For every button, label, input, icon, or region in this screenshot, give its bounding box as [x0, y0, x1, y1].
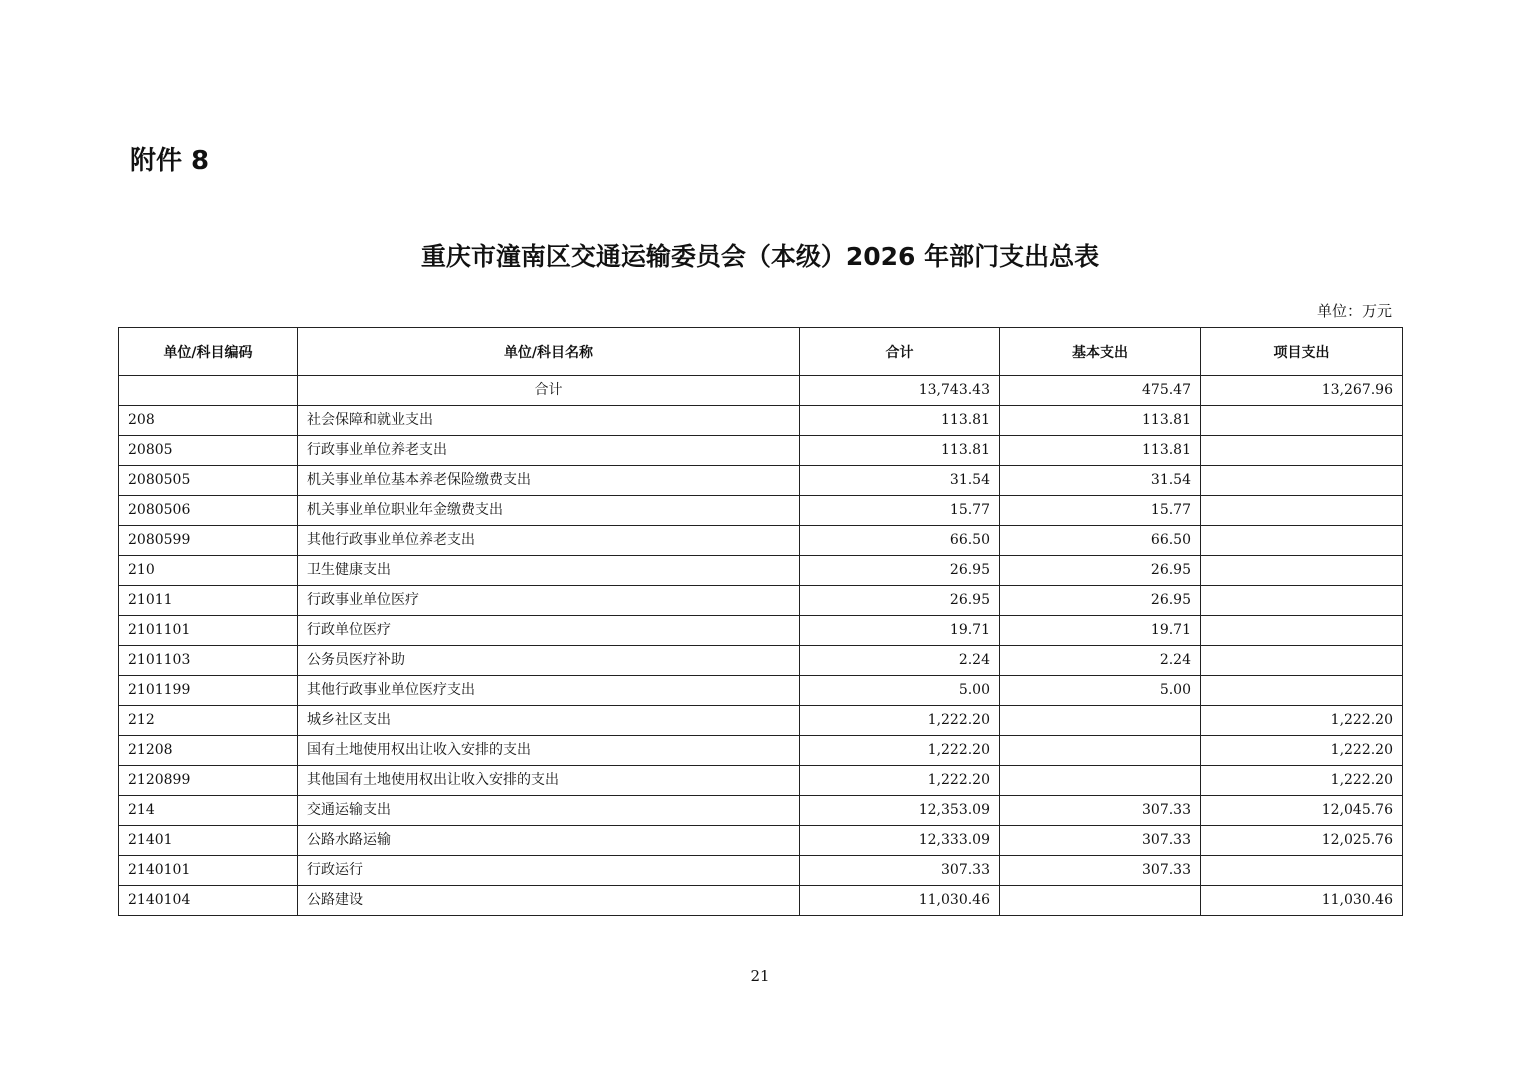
row-code: 2140101	[119, 856, 298, 886]
row-project	[1201, 466, 1403, 496]
row-basic: 19.71	[1000, 616, 1201, 646]
row-name: 公路水路运输	[298, 826, 800, 856]
row-project	[1201, 406, 1403, 436]
row-name: 社会保障和就业支出	[298, 406, 800, 436]
row-name: 行政单位医疗	[298, 616, 800, 646]
table-row	[119, 826, 1403, 856]
table-row	[119, 856, 1403, 886]
table-row	[119, 586, 1403, 616]
row-name: 公务员医疗补助	[298, 646, 800, 676]
attachment-label: 附件 8	[130, 146, 210, 176]
row-total: 31.54	[800, 466, 1000, 496]
table-row	[119, 736, 1403, 766]
row-code: 2120899	[119, 766, 298, 796]
row-total: 26.95	[800, 556, 1000, 586]
row-total: 12,353.09	[800, 796, 1000, 826]
row-total: 113.81	[800, 436, 1000, 466]
row-total: 113.81	[800, 406, 1000, 436]
row-basic: 26.95	[1000, 556, 1201, 586]
row-total: 19.71	[800, 616, 1000, 646]
row-name: 其他行政事业单位养老支出	[298, 526, 800, 556]
row-code: 2080599	[119, 526, 298, 556]
row-project: 12,025.76	[1201, 826, 1403, 856]
row-project	[1201, 526, 1403, 556]
row-code: 212	[119, 706, 298, 736]
table-row	[119, 526, 1403, 556]
row-total: 11,030.46	[800, 886, 1000, 916]
table-row	[119, 886, 1403, 916]
row-basic: 307.33	[1000, 856, 1201, 886]
total-row-basic: 475.47	[1000, 376, 1201, 406]
document-title: 重庆市潼南区交通运输委员会（本级）2026 年部门支出总表	[420, 242, 1100, 271]
row-basic	[1000, 886, 1201, 916]
table-row	[119, 436, 1403, 466]
row-basic: 26.95	[1000, 586, 1201, 616]
row-code: 21401	[119, 826, 298, 856]
row-basic: 31.54	[1000, 466, 1201, 496]
row-code: 2101103	[119, 646, 298, 676]
page-number: 21	[750, 967, 770, 985]
row-code: 21011	[119, 586, 298, 616]
row-name: 行政事业单位医疗	[298, 586, 800, 616]
row-total: 66.50	[800, 526, 1000, 556]
table-row	[119, 766, 1403, 796]
header-basic: 基本支出	[1000, 328, 1201, 376]
row-project	[1201, 436, 1403, 466]
row-name: 卫生健康支出	[298, 556, 800, 586]
row-project: 11,030.46	[1201, 886, 1403, 916]
row-total: 12,333.09	[800, 826, 1000, 856]
row-name: 城乡社区支出	[298, 706, 800, 736]
total-row-project: 13,267.96	[1201, 376, 1403, 406]
row-total: 307.33	[800, 856, 1000, 886]
row-total: 1,222.20	[800, 736, 1000, 766]
table-row	[119, 406, 1403, 436]
table-row	[119, 496, 1403, 526]
row-project	[1201, 856, 1403, 886]
table-row	[119, 616, 1403, 646]
row-name: 行政事业单位养老支出	[298, 436, 800, 466]
row-basic: 307.33	[1000, 796, 1201, 826]
row-name: 交通运输支出	[298, 796, 800, 826]
table-row	[119, 556, 1403, 586]
table-row	[119, 796, 1403, 826]
row-project: 1,222.20	[1201, 766, 1403, 796]
row-total: 15.77	[800, 496, 1000, 526]
row-basic	[1000, 706, 1201, 736]
header-project: 项目支出	[1201, 328, 1403, 376]
row-code: 214	[119, 796, 298, 826]
header-name: 单位/科目名称	[298, 328, 800, 376]
row-name: 行政运行	[298, 856, 800, 886]
row-name: 其他行政事业单位医疗支出	[298, 676, 800, 706]
row-project	[1201, 646, 1403, 676]
row-project	[1201, 496, 1403, 526]
table-row	[119, 676, 1403, 706]
row-basic: 15.77	[1000, 496, 1201, 526]
table-row	[119, 706, 1403, 736]
row-basic: 113.81	[1000, 436, 1201, 466]
row-code: 2101199	[119, 676, 298, 706]
row-project: 1,222.20	[1201, 706, 1403, 736]
row-project	[1201, 676, 1403, 706]
row-basic: 5.00	[1000, 676, 1201, 706]
header-row	[119, 328, 1403, 376]
row-name: 机关事业单位职业年金缴费支出	[298, 496, 800, 526]
row-total: 1,222.20	[800, 766, 1000, 796]
row-project: 1,222.20	[1201, 736, 1403, 766]
row-project	[1201, 616, 1403, 646]
expenditure-table	[118, 327, 1403, 916]
row-basic: 2.24	[1000, 646, 1201, 676]
row-code: 208	[119, 406, 298, 436]
row-project: 12,045.76	[1201, 796, 1403, 826]
row-total: 26.95	[800, 586, 1000, 616]
row-code: 2140104	[119, 886, 298, 916]
table-row	[119, 646, 1403, 676]
row-name: 其他国有土地使用权出让收入安排的支出	[298, 766, 800, 796]
row-basic: 307.33	[1000, 826, 1201, 856]
row-code: 21208	[119, 736, 298, 766]
row-project	[1201, 586, 1403, 616]
header-total: 合计	[800, 328, 1000, 376]
row-code: 2101101	[119, 616, 298, 646]
row-project	[1201, 556, 1403, 586]
row-total: 5.00	[800, 676, 1000, 706]
row-name: 国有土地使用权出让收入安排的支出	[298, 736, 800, 766]
header-code: 单位/科目编码	[119, 328, 298, 376]
total-row	[119, 376, 1403, 406]
row-code: 210	[119, 556, 298, 586]
total-row-total: 13,743.43	[800, 376, 1000, 406]
row-total: 1,222.20	[800, 706, 1000, 736]
total-row-code	[119, 376, 298, 406]
table-header	[119, 328, 1403, 376]
row-name: 机关事业单位基本养老保险缴费支出	[298, 466, 800, 496]
row-total: 2.24	[800, 646, 1000, 676]
unit-note: 单位：万元	[1316, 302, 1392, 320]
row-code: 2080506	[119, 496, 298, 526]
total-row-name: 合计	[298, 376, 800, 406]
table-row	[119, 466, 1403, 496]
row-basic	[1000, 736, 1201, 766]
row-basic: 66.50	[1000, 526, 1201, 556]
row-code: 20805	[119, 436, 298, 466]
table-body	[119, 376, 1403, 916]
row-basic	[1000, 766, 1201, 796]
row-basic: 113.81	[1000, 406, 1201, 436]
row-name: 公路建设	[298, 886, 800, 916]
row-code: 2080505	[119, 466, 298, 496]
